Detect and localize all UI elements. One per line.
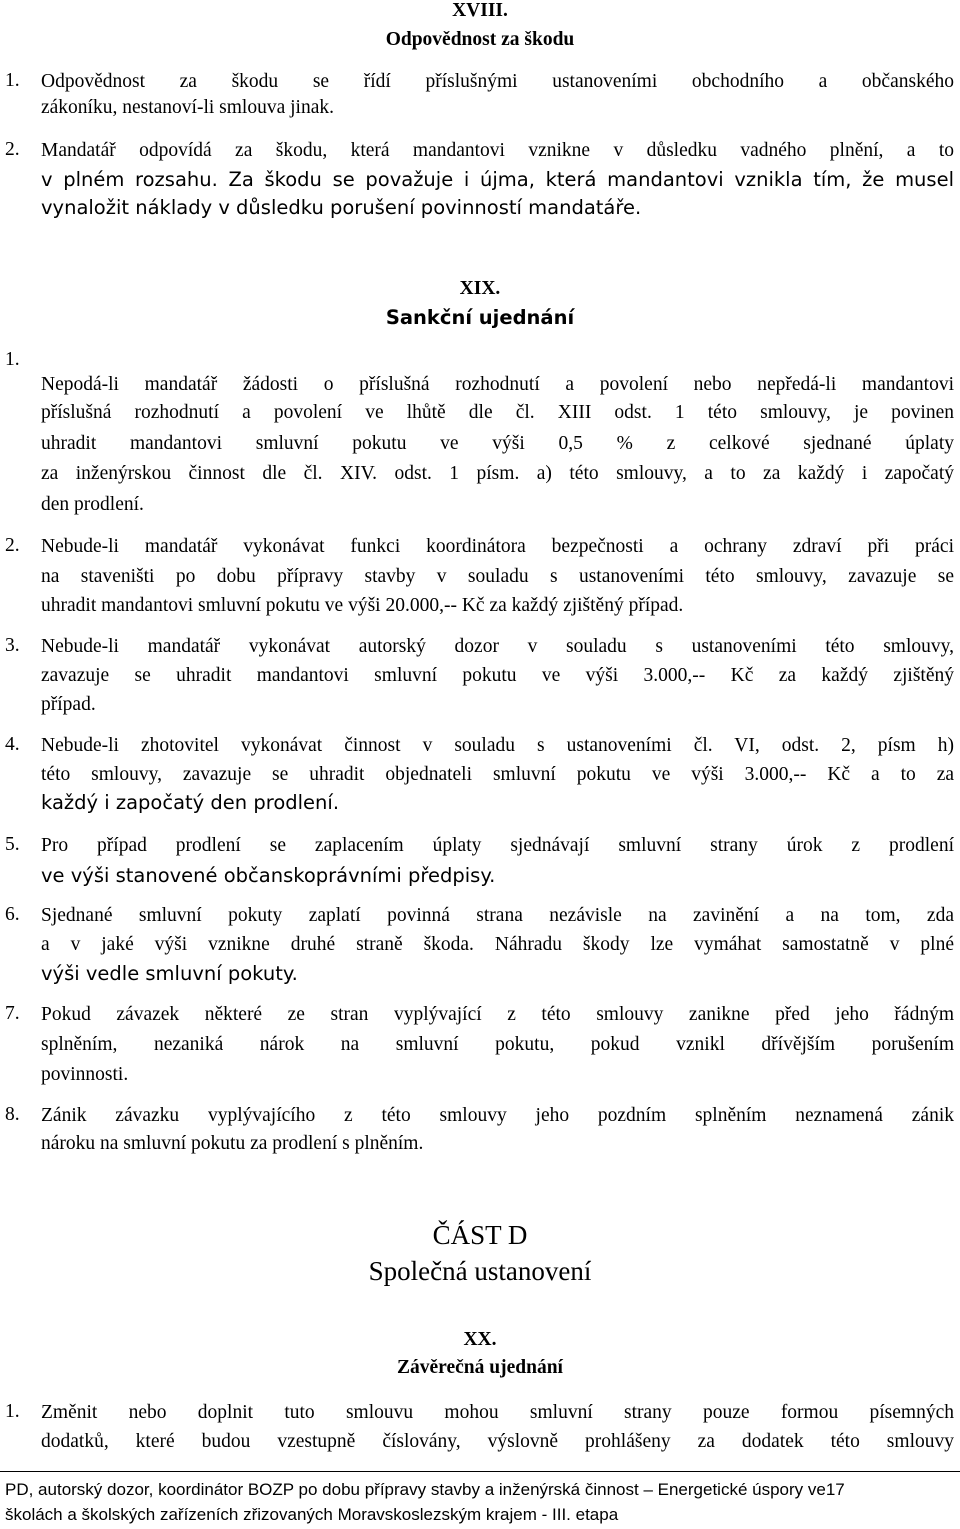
footer-divider (0, 1471, 960, 1472)
section-18-number: XVIII. (452, 0, 508, 21)
s18-item-2-number: 2. (5, 139, 20, 160)
s19-item-4-line: této smlouvy, zavazuje se uhradit objednateli smluvní pokutu ve výši 3.000,-- Kč a to za (41, 764, 954, 785)
part-d-subtitle: Společná ustanovení (368, 1256, 592, 1286)
s18-item-1-line: zákoníku, nestanoví-li smlouva jinak. (41, 97, 334, 118)
s18-item-2-line: v plném rozsahu. Za škodu se považuje i újma, která mandantovi vznikla tím, že musel (41, 168, 954, 191)
s19-item-7-line: povinnosti. (41, 1064, 129, 1085)
s19-item-1-line: Nepodá-li mandatář žádosti o příslušná rozhodnutí a povolení nebo nepředá-li mandantovi (41, 374, 954, 395)
s19-item-4-number: 4. (5, 734, 20, 755)
s19-item-5-number: 5. (5, 834, 20, 855)
s19-item-3-line: zavazuje se uhradit mandantovi smluvní pokutu ve výši 3.000,-- Kč za každý zjištěný (41, 665, 954, 686)
s19-item-5-line: ve výši stanovené občanskoprávními předpisy. (41, 864, 496, 887)
s20-item-1-line: dodatků, které budou vzestupně číslovány, výslovně prohlášeny za dodatek této smlouvy (41, 1431, 954, 1452)
s19-item-4-line: Nebude-li zhotovitel vykonávat činnost v souladu s ustanoveními čl. VI, odst. 2, písm h) (41, 735, 954, 756)
part-d-title: ČÁST D (432, 1220, 528, 1250)
s18-item-1-line: Odpovědnost za škodu se řídí příslušnými ustanoveními obchodního a občanského (41, 71, 954, 92)
s19-item-8-number: 8. (5, 1104, 20, 1125)
section-19-title: Sankční ujednání (385, 306, 575, 329)
s19-item-3-number: 3. (5, 635, 20, 656)
s19-item-1-line: den prodlení. (41, 494, 144, 515)
page-number: 17 (825, 1480, 845, 1499)
s19-item-7-number: 7. (5, 1003, 20, 1024)
section-18-title: Odpovědnost za škodu (385, 29, 575, 50)
s19-item-8-line: nároku na smluvní pokutu za prodlení s plněním. (41, 1133, 424, 1154)
s19-item-3-line: Nebude-li mandatář vykonávat autorský dozor v souladu s ustanoveními této smlouvy, (41, 636, 954, 657)
s19-item-2-number: 2. (5, 535, 20, 556)
section-20-title: Závěrečná ujednání (397, 1357, 563, 1378)
footer-description: PD, autorský dozor, koordinátor BOZP po dobu přípravy stavby a inženýrská činnost – Energetické úspory ve (5, 1480, 826, 1499)
s19-item-7-line: Pokud závazek některé ze stran vyplývající z této smlouvy zanikne před jeho řádným (41, 1004, 954, 1025)
s20-item-1-line: Změnit nebo doplnit tuto smlouvu mohou smluvní strany pouze formou písemných (41, 1402, 954, 1423)
s19-item-6-line: a v jaké výši vznikne druhé straně škoda. Náhradu škody lze vymáhat samostatně v plné (41, 934, 954, 955)
s19-item-3-line: případ. (41, 694, 96, 715)
footer-line-1 (5, 1479, 955, 1501)
s19-item-2-line: Nebude-li mandatář vykonávat funkci koordinátora bezpečnosti a ochrany zdraví při práci (41, 536, 954, 557)
s19-item-1-line: za inženýrskou činnost dle čl. XIV. odst. 1 písm. a) této smlouvy, a to za každý i započatý (41, 463, 954, 484)
s20-item-1-number: 1. (5, 1401, 20, 1422)
section-20-number: XX. (463, 1329, 497, 1350)
s19-item-5-line: Pro případ prodlení se zaplacením úplaty sjednávají smluvní strany úrok z prodlení (41, 835, 954, 856)
s19-item-4-line: každý i započatý den prodlení. (41, 791, 340, 814)
s18-item-1-number: 1. (5, 70, 20, 91)
footer-line-2: školách a školských zařízeních zřizovaných Moravskoslezským krajem - III. etapa (5, 1505, 619, 1524)
s19-item-8-line: Zánik závazku vyplývajícího z této smlouvy jeho pozdním splněním neznamená zánik (41, 1105, 954, 1126)
section-19-number: XIX. (459, 278, 501, 299)
s18-item-2-line: vynaložit náklady v důsledku porušení povinností mandatáře. (41, 196, 642, 219)
s19-item-2-line: na staveništi po dobu přípravy stavby v souladu s ustanoveními této smlouvy, zavazuje se (41, 566, 954, 587)
s19-item-6-number: 6. (5, 904, 20, 925)
s19-item-6-line: výši vedle smluvní pokuty. (41, 962, 298, 985)
s19-item-1-line: příslušná rozhodnutí a povolení ve lhůtě dle čl. XIII odst. 1 této smlouvy, je povinen (41, 402, 954, 423)
s19-item-7-line: splněním, nezaniká nárok na smluvní pokutu, pokud vznikl dřívějším porušením (41, 1034, 954, 1055)
s19-item-1-line: uhradit mandantovi smluvní pokutu ve výši 0,5 % z celkové sjednané úplaty (41, 433, 954, 454)
s19-item-6-line: Sjednané smluvní pokuty zaplatí povinná strana nezávisle na zavinění a na tom, zda (41, 905, 954, 926)
s18-item-2-line: Mandatář odpovídá za škodu, která mandantovi vznikne v důsledku vadného plnění, a to (41, 140, 954, 161)
s19-item-2-line: uhradit mandantovi smluvní pokutu ve výši 20.000,-- Kč za každý zjištěný případ. (41, 595, 684, 616)
s19-item-1-number: 1. (5, 349, 20, 370)
